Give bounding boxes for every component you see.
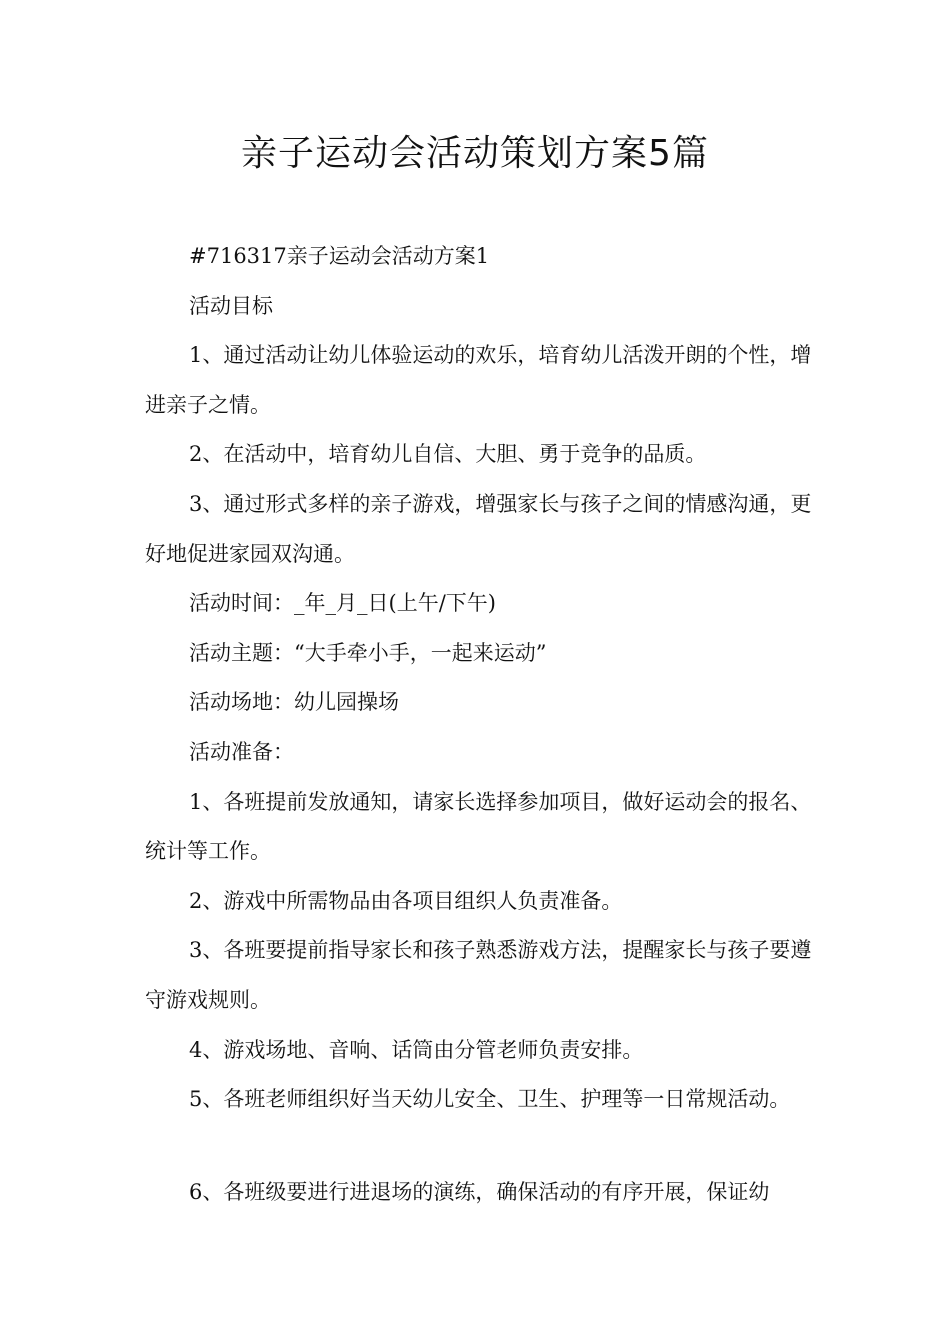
paragraph-prep-5: 5、各班老师组织好当天幼儿安全、卫生、护理等一日常规活动。 bbox=[189, 1087, 791, 1112]
section-heading: #716317亲子运动会活动方案1 bbox=[189, 244, 490, 268]
paragraph-activity-venue: 活动场地：幼儿园操场 bbox=[189, 690, 399, 715]
paragraph-prep-1: 1、各班提前发放通知，请家长选择参加项目，做好运动会的报名、统计等工作。 bbox=[145, 789, 812, 864]
paragraph-goal-2: 2、在活动中，培育幼儿自信、大胆、勇于竞争的品质。 bbox=[189, 442, 707, 467]
paragraph-prep-2: 2、游戏中所需物品由各项目组织人负责准备。 bbox=[189, 888, 623, 913]
paragraph-activity-time: 活动时间：_年_月_日(上午/下午) bbox=[189, 591, 496, 616]
paragraph-prep-6: 6、各班级要进行进退场的演练，确保活动的有序开展，保证幼 bbox=[189, 1179, 770, 1204]
paragraph-goal-1: 1、通过活动让幼儿体验运动的欢乐，培育幼儿活泼开朗的个性，增进亲子之情。 bbox=[145, 343, 812, 417]
paragraph-goal-3: 3、通过形式多样的亲子游戏，增强家长与孩子之间的情感沟通，更好地促进家园双沟通。 bbox=[145, 491, 812, 566]
paragraph-activity-prep: 活动准备： bbox=[189, 739, 294, 764]
paragraph-prep-3: 3、各班要提前指导家长和孩子熟悉游戏方法，提醒家长与孩子要遵守游戏规则。 bbox=[145, 938, 812, 1012]
document-body bbox=[145, 232, 825, 1217]
paragraph-prep-4: 4、游戏场地、音响、话筒由分管老师负责安排。 bbox=[189, 1037, 644, 1062]
document-title: 亲子运动会活动策划方案5篇 bbox=[241, 133, 709, 174]
paragraph-gap bbox=[145, 1125, 825, 1168]
paragraph-activity-theme: 活动主题：“大手牵小手，一起来运动” bbox=[189, 640, 547, 665]
paragraph-activity-goal: 活动目标 bbox=[189, 293, 273, 318]
